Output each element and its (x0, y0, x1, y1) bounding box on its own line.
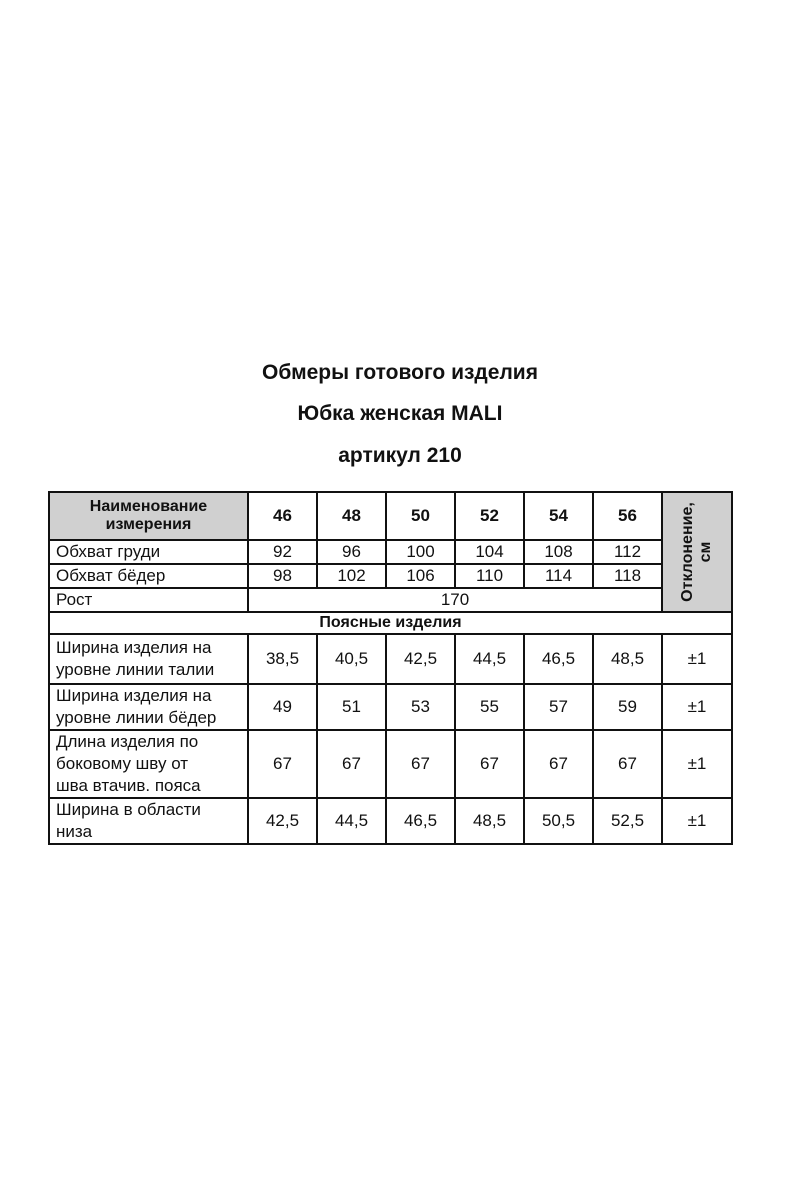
cell-value: 42,5 (248, 798, 317, 844)
row-name-line: Ширина в области (56, 800, 201, 819)
cell-value: 112 (593, 540, 662, 564)
cell-value: 92 (248, 540, 317, 564)
cell-value: 49 (248, 684, 317, 730)
cell-value: 118 (593, 564, 662, 588)
row-name-line: шва втачив. пояса (56, 776, 201, 795)
row-name (49, 798, 248, 844)
row-name-line: боковому шву от (56, 754, 189, 773)
row-name (49, 634, 248, 684)
cell-value: 100 (386, 540, 455, 564)
cell-value: 67 (248, 730, 317, 798)
row-name: Обхват бёдер (49, 564, 248, 588)
row-name-line: Длина изделия по (56, 732, 199, 751)
table-row (49, 564, 732, 588)
cell-value: 48,5 (593, 634, 662, 684)
deviation-line: см (697, 541, 714, 563)
cell-value: 40,5 (317, 634, 386, 684)
cell-value: 67 (455, 730, 524, 798)
cell-deviation: ±1 (662, 798, 732, 844)
table-row (49, 634, 732, 684)
cell-value: 48,5 (455, 798, 524, 844)
row-name-line: уровне линии бёдер (56, 708, 217, 727)
cell-value: 59 (593, 684, 662, 730)
section-row (49, 612, 732, 634)
cell-deviation: ±1 (662, 730, 732, 798)
cell-value: 67 (386, 730, 455, 798)
cell-value: 104 (455, 540, 524, 564)
header-size-56: 56 (593, 492, 662, 540)
cell-value: 50,5 (524, 798, 593, 844)
cell-value: 55 (455, 684, 524, 730)
row-name (49, 684, 248, 730)
row-name: Рост (49, 588, 248, 612)
cell-value: 44,5 (317, 798, 386, 844)
header-size-50: 50 (386, 492, 455, 540)
header-measurement-name (49, 492, 248, 540)
cell-value: 57 (524, 684, 593, 730)
row-name-line: Ширина изделия на (56, 686, 212, 705)
cell-value: 110 (455, 564, 524, 588)
header-name-line: измерения (105, 516, 192, 533)
cell-value: 46,5 (524, 634, 593, 684)
deviation-line: Отклонение, (679, 502, 696, 602)
row-name-line: низа (56, 822, 93, 841)
table-row (49, 730, 732, 798)
cell-value: 53 (386, 684, 455, 730)
cell-value: 51 (317, 684, 386, 730)
cell-value: 96 (317, 540, 386, 564)
cell-deviation: ±1 (662, 684, 732, 730)
deviation-label (679, 497, 715, 607)
article-number: артикул 210 (338, 444, 462, 467)
row-name (49, 730, 248, 798)
cell-value: 42,5 (386, 634, 455, 684)
cell-value: 44,5 (455, 634, 524, 684)
cell-value: 46,5 (386, 798, 455, 844)
header-size-48: 48 (317, 492, 386, 540)
cell-value: 108 (524, 540, 593, 564)
header-size-52: 52 (455, 492, 524, 540)
table-row (49, 684, 732, 730)
measurements-table (48, 491, 733, 845)
cell-value: 52,5 (593, 798, 662, 844)
header-name-line: Наименование (89, 498, 208, 515)
cell-value: 98 (248, 564, 317, 588)
header-size-54: 54 (524, 492, 593, 540)
header-size-46: 46 (248, 492, 317, 540)
row-name-line: Ширина изделия на (56, 638, 212, 657)
table-header-row (49, 492, 732, 540)
cell-deviation: ±1 (662, 634, 732, 684)
header-deviation (662, 492, 732, 612)
cell-value: 67 (593, 730, 662, 798)
document-title: Обмеры готового изделия (262, 361, 538, 384)
product-name: Юбка женская MALI (297, 402, 503, 425)
cell-value: 67 (524, 730, 593, 798)
table-row (49, 798, 732, 844)
cell-value: 67 (317, 730, 386, 798)
cell-value: 38,5 (248, 634, 317, 684)
section-label: Поясные изделия (49, 612, 732, 634)
table-row (49, 588, 732, 612)
cell-value: 106 (386, 564, 455, 588)
table-row (49, 540, 732, 564)
cell-value: 102 (317, 564, 386, 588)
row-name-line: уровне линии талии (56, 660, 215, 679)
row-name: Обхват груди (49, 540, 248, 564)
cell-value: 114 (524, 564, 593, 588)
height-value: 170 (248, 588, 662, 612)
